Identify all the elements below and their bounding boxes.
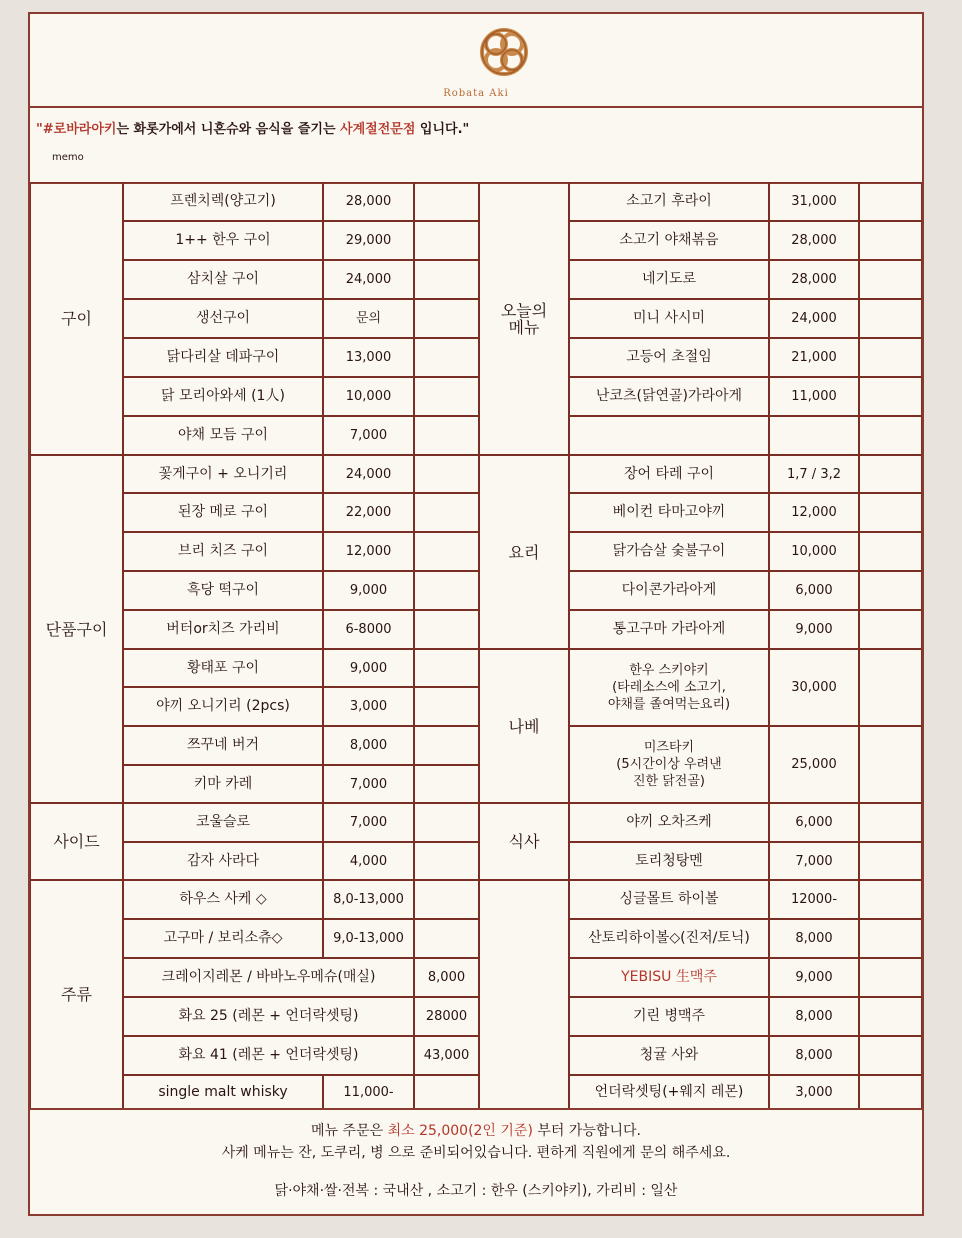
- left-item-name: 야채 모듬 구이: [123, 416, 323, 455]
- right-item-name: 산토리하이볼◇(진저/토닉): [569, 919, 769, 958]
- left-item-extra: [414, 260, 479, 299]
- right-item-price: 1,7 / 3,2: [769, 455, 859, 493]
- right-item-price: 8,000: [769, 1036, 859, 1075]
- intro-end: 입니다.": [415, 122, 470, 137]
- right-item-price: 8,000: [769, 919, 859, 958]
- footer: [30, 1108, 922, 1218]
- right-item-extra: [859, 880, 922, 919]
- right-item-extra: [859, 338, 922, 377]
- left-item-extra: [414, 455, 479, 493]
- right-item-price: 30,000: [769, 649, 859, 726]
- left-item-price: 28000: [414, 997, 479, 1036]
- logo-text: Robata Aki: [443, 88, 509, 99]
- right-item-name: 장어 타레 구이: [569, 455, 769, 493]
- right-item-extra: [859, 532, 922, 571]
- left-item-name: 생선구이: [123, 299, 323, 338]
- right-item-name: 소고기 후라이: [569, 182, 769, 221]
- right-item-price: 9,000: [769, 958, 859, 997]
- right-item-name: YEBISU 生맥주: [569, 958, 769, 997]
- menu-sheet: [28, 12, 924, 1216]
- left-item-extra: [414, 880, 479, 919]
- intro-brand: "#로바라아키: [36, 122, 117, 137]
- left-item-price: 7,000: [323, 803, 414, 842]
- left-item-name: 감자 사라다: [123, 842, 323, 880]
- left-item-extra: [414, 726, 479, 765]
- right-item-extra: [859, 377, 922, 416]
- left-item-name: 고구마 / 보리소츄◇: [123, 919, 323, 958]
- right-item-extra: [859, 958, 922, 997]
- right-item-name: 미즈타키 (5시간이상 우려낸 진한 닭전골): [569, 726, 769, 803]
- left-item-name: 황태포 구이: [123, 649, 323, 687]
- right-item-name: 베이컨 타마고야끼: [569, 493, 769, 532]
- right-item-extra: [859, 260, 922, 299]
- left-item-price: 11,000-: [323, 1075, 414, 1109]
- right-item-price: 3,000: [769, 1075, 859, 1109]
- left-item-price: 8,000: [414, 958, 479, 997]
- left-item-name: 화요 25 (레몬 + 언더락셋팅): [123, 997, 414, 1036]
- right-item-price: 6,000: [769, 803, 859, 842]
- right-item-name: 통고구마 가라아게: [569, 610, 769, 649]
- left-item-price: 8,000: [323, 726, 414, 765]
- left-item-price: 6-8000: [323, 610, 414, 649]
- menu-grid: [30, 182, 922, 1109]
- left-item-name: 1++ 한우 구이: [123, 221, 323, 260]
- right-item-extra: [859, 919, 922, 958]
- left-item-name: 화요 41 (레몬 + 언더락셋팅): [123, 1036, 414, 1075]
- left-item-extra: [414, 416, 479, 455]
- footer-line1-accent: 최소 25,000(2인 기준): [387, 1123, 533, 1139]
- left-item-name: 야끼 오니기리 (2pcs): [123, 687, 323, 726]
- left-item-extra: [414, 221, 479, 260]
- left-item-price: 22,000: [323, 493, 414, 532]
- footer-sake-note: 사케 메뉴는 잔, 도쿠리, 병 으로 준비되어있습니다. 편하게 직원에게 문의 해주세요.: [221, 1145, 731, 1161]
- footer-line1-a: 메뉴 주문은: [311, 1123, 388, 1139]
- left-item-extra: [414, 182, 479, 221]
- left-item-name: 브리 치즈 구이: [123, 532, 323, 571]
- left-item-extra: [414, 338, 479, 377]
- right-item-extra: [859, 1075, 922, 1109]
- right-item-extra: [859, 416, 922, 455]
- left-item-extra: [414, 803, 479, 842]
- right-item-name: 다이콘가라아게: [569, 571, 769, 610]
- left-item-extra: [414, 649, 479, 687]
- left-item-name: 프렌치렉(양고기): [123, 182, 323, 221]
- right-item-price: 28,000: [769, 260, 859, 299]
- left-item-name: 삼치살 구이: [123, 260, 323, 299]
- right-item-price: 11,000: [769, 377, 859, 416]
- left-item-price: 9,000: [323, 649, 414, 687]
- left-item-extra: [414, 765, 479, 803]
- left-item-name: 닭다리살 데파구이: [123, 338, 323, 377]
- left-item-price: 4,000: [323, 842, 414, 880]
- right-item-name: 고등어 초절임: [569, 338, 769, 377]
- left-item-extra: [414, 532, 479, 571]
- left-item-price: 10,000: [323, 377, 414, 416]
- footer-minimum-order: [30, 1120, 922, 1140]
- right-item-extra: [859, 1036, 922, 1075]
- left-item-extra: [414, 610, 479, 649]
- right-item-price: 21,000: [769, 338, 859, 377]
- right-item-name: 토리청탕멘: [569, 842, 769, 880]
- right-item-extra: [859, 221, 922, 260]
- right-item-price: 12000-: [769, 880, 859, 919]
- intro-accent: 사계절전문점: [340, 122, 416, 137]
- left-item-name: 버터or치즈 가리비: [123, 610, 323, 649]
- right-item-name: 난코츠(닭연골)가라아게: [569, 377, 769, 416]
- left-item-name: 코울슬로: [123, 803, 323, 842]
- right-item-name: 네기도로: [569, 260, 769, 299]
- right-item-price: 25,000: [769, 726, 859, 803]
- logo-area: [30, 14, 922, 108]
- left-item-extra: [414, 493, 479, 532]
- right-item-price: 9,000: [769, 610, 859, 649]
- left-item-extra: [414, 299, 479, 338]
- left-item-price: 13,000: [323, 338, 414, 377]
- left-item-extra: [414, 377, 479, 416]
- right-item-price: 28,000: [769, 221, 859, 260]
- left-item-price: 7,000: [323, 765, 414, 803]
- right-category: 식사: [479, 803, 569, 880]
- right-item-extra: [859, 803, 922, 842]
- left-item-extra: [414, 842, 479, 880]
- memo-label: memo: [52, 152, 84, 163]
- left-item-name: 된장 메로 구이: [123, 493, 323, 532]
- left-item-name: 크레이지레몬 / 바바노우메슈(매실): [123, 958, 414, 997]
- right-item-name: [569, 416, 769, 455]
- knot-logo-icon: [474, 22, 534, 82]
- right-item-extra: [859, 455, 922, 493]
- right-item-extra: [859, 842, 922, 880]
- left-item-price: 9,000: [323, 571, 414, 610]
- intro-body: 는 화롯가에서 니혼슈와 음식을 즐기는: [116, 122, 341, 137]
- intro-area: [30, 106, 922, 184]
- right-item-extra: [859, 182, 922, 221]
- right-item-price: 10,000: [769, 532, 859, 571]
- left-category: 주류: [30, 880, 123, 1109]
- right-item-extra: [859, 493, 922, 532]
- left-item-name: 하우스 사케 ◇: [123, 880, 323, 919]
- left-category: 구이: [30, 182, 123, 455]
- left-item-price: 8,0-13,000: [323, 880, 414, 919]
- left-category: 사이드: [30, 803, 123, 880]
- right-item-extra: [859, 610, 922, 649]
- right-item-price: 8,000: [769, 997, 859, 1036]
- right-item-extra: [859, 299, 922, 338]
- left-category: 단품구이: [30, 455, 123, 803]
- left-item-name: 흑당 떡구이: [123, 571, 323, 610]
- right-item-price: 24,000: [769, 299, 859, 338]
- intro-text: [36, 118, 469, 137]
- right-item-name: 소고기 야채볶음: [569, 221, 769, 260]
- right-item-name: 싱글몰트 하이볼: [569, 880, 769, 919]
- right-item-price: 6,000: [769, 571, 859, 610]
- right-item-extra: [859, 997, 922, 1036]
- right-category-blank: [479, 880, 569, 1109]
- left-item-price: 3,000: [323, 687, 414, 726]
- left-item-name: 쯔꾸네 버거: [123, 726, 323, 765]
- right-item-extra: [859, 571, 922, 610]
- left-item-extra: [414, 571, 479, 610]
- right-category: 나베: [479, 649, 569, 803]
- right-item-extra: [859, 726, 922, 803]
- left-item-name: single malt whisky: [123, 1075, 323, 1109]
- right-category: 오늘의 메뉴: [479, 182, 569, 455]
- right-item-name: 기린 병맥주: [569, 997, 769, 1036]
- left-item-price: 29,000: [323, 221, 414, 260]
- left-item-extra: [414, 919, 479, 958]
- left-item-price: 24,000: [323, 260, 414, 299]
- right-item-price: 7,000: [769, 842, 859, 880]
- left-item-price: 24,000: [323, 455, 414, 493]
- left-item-name: 키마 카레: [123, 765, 323, 803]
- left-item-name: 꽃게구이 + 오니기리: [123, 455, 323, 493]
- left-item-extra: [414, 1075, 479, 1109]
- left-item-price: 7,000: [323, 416, 414, 455]
- left-item-price: 9,0-13,000: [323, 919, 414, 958]
- right-item-name: 미니 사시미: [569, 299, 769, 338]
- right-item-name: 야끼 오차즈케: [569, 803, 769, 842]
- left-item-name: 닭 모리아와세 (1人): [123, 377, 323, 416]
- footer-line1-c: 부터 가능합니다.: [532, 1123, 641, 1139]
- left-item-price: 28,000: [323, 182, 414, 221]
- left-item-extra: [414, 687, 479, 726]
- right-item-name: 청귤 사와: [569, 1036, 769, 1075]
- right-item-price: [769, 416, 859, 455]
- right-category: 요리: [479, 455, 569, 649]
- right-item-price: 31,000: [769, 182, 859, 221]
- right-item-extra: [859, 649, 922, 726]
- right-item-name: 한우 스키야키 (타레소스에 소고기, 야채를 졸여먹는요리): [569, 649, 769, 726]
- left-item-price: 문의: [323, 299, 414, 338]
- left-item-price: 43,000: [414, 1036, 479, 1075]
- footer-origin-note: 닭·야채·쌀·전복 : 국내산 , 소고기 : 한우 (스키야키), 가리비 : 일산: [274, 1183, 678, 1199]
- right-item-price: 12,000: [769, 493, 859, 532]
- right-item-name: 언더락셋팅(+웨지 레몬): [569, 1075, 769, 1109]
- right-item-name: 닭가슴살 숯불구이: [569, 532, 769, 571]
- left-item-price: 12,000: [323, 532, 414, 571]
